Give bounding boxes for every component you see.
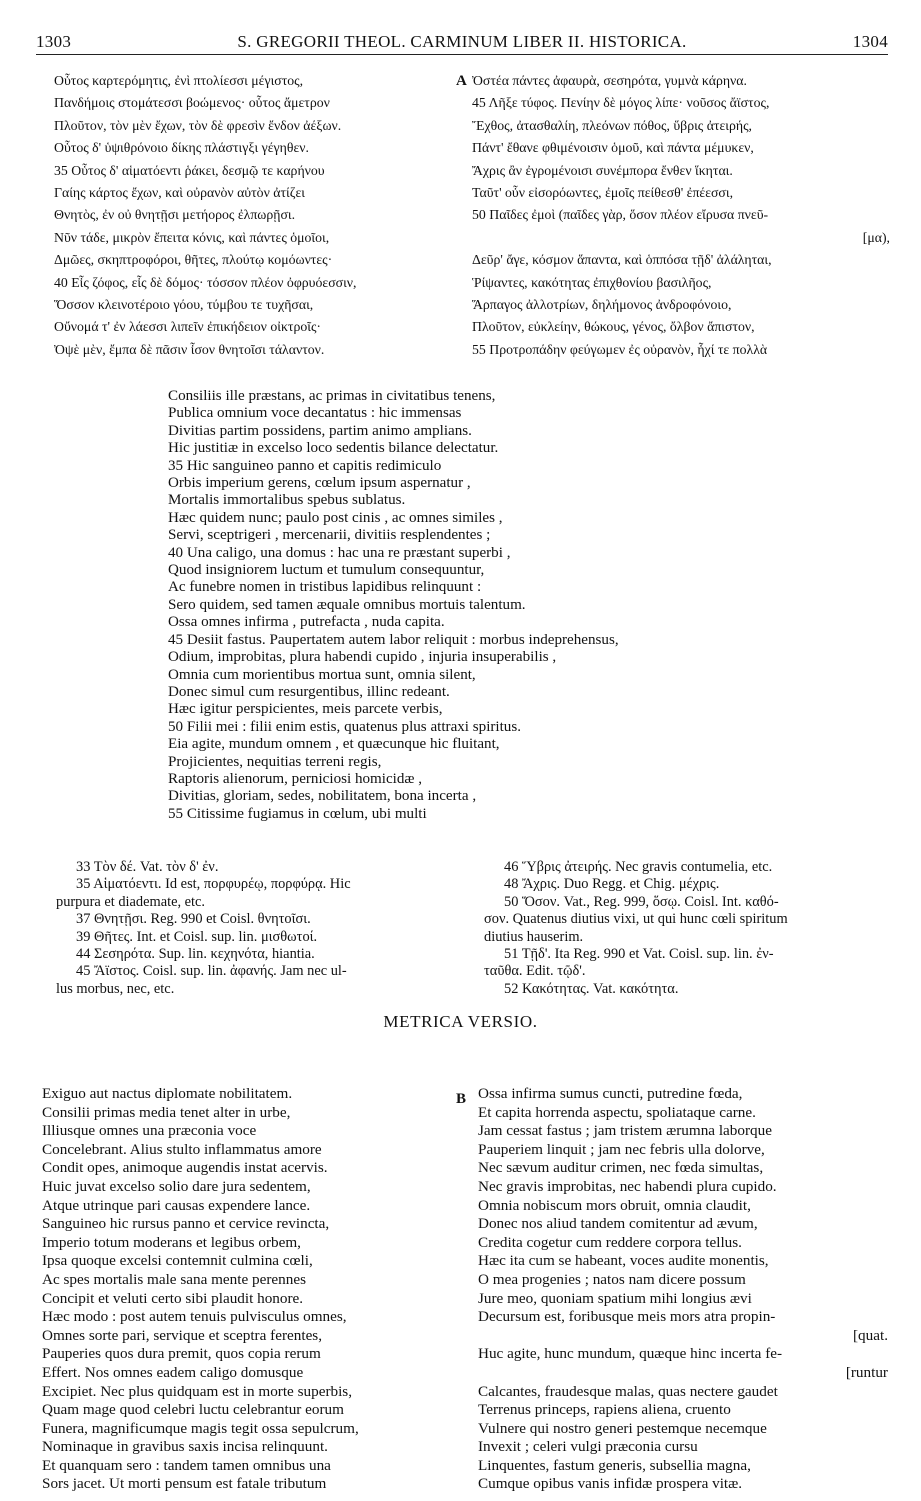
metrical-line: Funera, magnificumque magis tegit ossa sepulcrum,	[42, 1419, 359, 1437]
metrical-line: Jam cessat fastus ; jam tristem ærumna laborque	[478, 1122, 772, 1140]
verse-line-continuation: [μα),	[862, 229, 890, 245]
running-title: S. GREGORII THEOL. CARMINUM LIBER II. HISTORICA.	[237, 32, 687, 51]
metrical-line: Quam mage quod celebri luctu celebrantur eorum	[42, 1401, 344, 1419]
footnote: 52 Κακότητας. Vat. κακότητα.	[504, 980, 679, 997]
verse-line: 40 Εἷς ζόφος, εἷς δὲ δόμος· τόσσον πλέον ὀφρυόεσσιν,	[54, 274, 357, 290]
footnote-continuation: ταῦθα. Edit. τῷδ'.	[484, 963, 586, 980]
metrical-line: Nec gravis improbitas, nec habendi plura cupido.	[478, 1177, 777, 1195]
verse-line: 50 Παῖδες ἐμοὶ (παῖδες γὰρ, ὅσον πλέον εἴρυσα πνεῦ-	[472, 207, 769, 223]
metrical-line: Pauperiem linquit ; jam nec febris ulla dolorve,	[478, 1140, 765, 1158]
page-number-right: 1304	[852, 32, 888, 51]
translation-line: 50 Filii mei : filii enim estis, quatenus plus attraxi spiritus.	[168, 718, 522, 735]
metrical-line: Donec nos aliud tandem comitentur ad ævum,	[478, 1215, 758, 1233]
metrical-line: Nec sævum auditur crimen, nec fœda simultas,	[478, 1159, 764, 1177]
verse-line: Ὀστέα πάντες ἀφαυρὰ, σεσηρότα, γυμνὰ κάρηνα.	[472, 73, 747, 88]
metrical-line: Sanguineo hic rursus panno et cervice revincta,	[42, 1215, 330, 1233]
metrical-line-continuation: [runtur	[845, 1363, 888, 1381]
translation-line: Publica omnium voce decantatus : hic immensas	[168, 405, 462, 422]
footnote: 37 Θνητῇσι. Reg. 990 et Coisl. θνητοῖσι.	[76, 911, 311, 928]
metrical-line: Ac spes mortalis male sana mente perennes	[42, 1270, 307, 1288]
verse-line: Δεῦρ' ἄγε, κόσμον ἅπαντα, καὶ ὁππόσα τῇδ' ἀλάληται,	[472, 252, 772, 268]
metrical-line: O mea progenies ; natos nam dicere possum	[478, 1270, 746, 1288]
translation-line: Hæc quidem nunc; paulo post cinis , ac omnes similes ,	[168, 509, 503, 526]
verse-line: Οὗτος καρτερόμητις, ἐνὶ πτολίεσσι μέγιστος,	[54, 73, 304, 88]
metrical-line: Linquentes, fastum generis, subsellia magna,	[478, 1456, 751, 1474]
metrical-line: Omnia nobiscum mors obruit, omnia claudit,	[478, 1196, 751, 1214]
verse-line: 45 Λῆξε τύφος. Πενίην δὲ μόγος λίπε· νοῦσος ἄϊστος,	[472, 95, 770, 111]
footnotes-right	[484, 859, 894, 998]
metrical-line: Concipit et veluti certo sibi plaudit honore.	[42, 1289, 304, 1307]
greek-text-right	[472, 70, 890, 361]
translation-line: Raptoris alienorum, perniciosi homicidæ ,	[168, 770, 423, 787]
translation-line: Divitias partim possidens, partim animo amplians.	[168, 422, 472, 439]
footnote: 39 Θῆτες. Int. et Coisl. sup. lin. μισθωτοί.	[76, 928, 318, 945]
footnote: 51 Τῇδ'. Ita Reg. 990 et Vat. Coisl. sup. lin. ἐν-	[504, 946, 774, 963]
translation-line: Divitias, gloriam, sedes, nobilitatem, bona incerta ,	[168, 788, 477, 805]
verse-line: Ῥίψαντες, κακότητας ἐπιχθονίου βασιλῆος,	[472, 274, 712, 290]
verse-line: Ἅρπαγος ἀλλοτρίων, δηλήμονος ἀνδροφόνοιο,	[472, 297, 732, 313]
metrical-line: Huc agite, hunc mundum, quæque hinc incerta fe-	[478, 1345, 783, 1363]
footnote: 46 Ὕβρις ἀτειρής. Nec gravis contumelia, etc.	[504, 859, 773, 875]
metrica-versio-right	[478, 1085, 888, 1494]
metrical-line: Invexit ; celeri vulgi præconia cursu	[478, 1438, 698, 1456]
translation-line: Donec simul cum resurgentibus, illinc redeant.	[168, 683, 450, 700]
translation-line: Hæc igitur perspicientes, meis parcete verbis,	[168, 701, 443, 718]
verse-line: Ταῦτ' οὖν εἰσορόωντες, ἐμοῖς πείθεσθ' ἐπέεσσι,	[472, 185, 734, 201]
section-title: METRICA VERSIO.	[383, 1012, 538, 1031]
verse-line: Πλοῦτον, εὐκλείην, θώκους, γένος, ὄλβον ἄπιστον,	[472, 319, 755, 335]
verse-line: Γαίης κάρτος ἔχων, καὶ οὐρανὸν αὐτὸν ἀτίζει	[54, 185, 305, 201]
verse-line: Πανδήμοις στομάτεσσι βοώμενος· οὗτος ἄμετρον	[54, 95, 330, 111]
column-marker-b: B	[456, 1091, 467, 1107]
verse-line: Θνητὸς, ἐν οὐ θνητῇσι μετήορος ἐλπωρῇσι.	[54, 207, 296, 223]
translation-line: Omnia cum morientibus mortua sunt, omnia silent,	[168, 666, 476, 683]
footnote: 50 Ὅσον. Vat., Reg. 999, ὅσῳ. Coisl. Int. καθό-	[504, 893, 779, 910]
metrical-line: Exiguo aut nactus diplomate nobilitatem.	[42, 1085, 293, 1102]
verse-line: Πλοῦτον, τὸν μὲν ἔχων, τὸν δὲ φρεσὶν ἔνδον ἀέξων.	[54, 117, 342, 133]
metrical-line: Hæc ita cum se habeant, voces audite monentis,	[478, 1252, 769, 1270]
metrical-line: Imperio totum moderans et legibus orbem,	[42, 1233, 301, 1251]
metrical-line: Sors jacet. Ut morti pensum est fatale tributum	[42, 1475, 327, 1493]
footnote-continuation: diutius hauserim.	[484, 928, 584, 945]
verse-line: 35 Οὗτος δ' αἱματόεντι ῥάκει, δεσμῷ τε καρήνου	[54, 162, 325, 178]
metrical-line: Ipsa quoque excelsi contemnit culmina cœli,	[42, 1252, 313, 1270]
translation-line: 55 Citissime fugiamus in cœlum, ubi multi	[168, 805, 427, 822]
translation-line: Odium, improbitas, plura habendi cupido , injuria insuperabilis ,	[168, 649, 557, 666]
translation-line: Quod insigniorem luctum et tumulum consequuntur,	[168, 562, 485, 579]
footnote-continuation: lus morbus, nec, etc.	[56, 980, 175, 997]
translation-line: Sero quidem, sed tamen æquale omnibus mortuis talentum.	[168, 596, 526, 613]
metrical-line: Concelebrant. Alius stulto inflammatus amore	[42, 1140, 322, 1158]
metrical-line: Calcantes, fraudesque malas, quas nectere gaudet	[478, 1382, 778, 1400]
verse-line: Ὅσσον κλεινοτέροιο γόου, τύμβου τε τυχῆσαι,	[54, 297, 314, 313]
greek-text-left	[54, 70, 454, 361]
verse-line: Νῦν τάδε, μικρὸν ἔπειτα κόνις, καὶ πάντες ὁμοῖοι,	[54, 229, 330, 245]
metrical-line: Ossa infirma sumus cuncti, putredine fœda,	[478, 1085, 743, 1102]
translation-line: 35 Hic sanguineo panno et capitis redimiculo	[168, 457, 442, 474]
metrical-line: Consilii primas media tenet alter in urbe,	[42, 1103, 291, 1121]
metrical-line: Hæc modo : post autem tenuis pulvisculus omnes,	[42, 1308, 347, 1326]
verse-line: Οὔνομά τ' ἐν λάεσσι λιπεῖν ἐπικήδειον οἰκτροῖς·	[54, 319, 321, 335]
verse-line: Ὀψὲ μὲν, ἔμπα δὲ πᾶσιν ἶσον θνητοῖσι τάλαντον.	[54, 341, 325, 357]
translation-line: Servi, sceptrigeri , mercenarii, divitiis resplendentes ;	[168, 527, 491, 544]
metrical-line: Huic juvat excelso solio dare jura sedentem,	[42, 1177, 311, 1195]
footnote-continuation: σον. Quatenus diutius vixi, ut qui hunc cœli spiritum	[484, 911, 788, 928]
metrical-line: Effert. Nos omnes eadem caligo domusque	[42, 1363, 304, 1381]
verse-line: Ἔχθος, ἀτασθαλίη, πλεόνων πόθος, ὕβρις ἀτειρής,	[472, 117, 752, 133]
footnote: 35 Αἱματόεντι. Id est, πορφυρέῳ, πορφύρᾳ. Hic	[76, 876, 351, 893]
translation-line: 40 Una caligo, una domus : hac una re præstant superbi ,	[168, 544, 511, 561]
footnote: 33 Τὸν δέ. Vat. τὸν δ' ἐν.	[76, 859, 219, 875]
translation-line: Ac funebre nomen in tristibus lapidibus relinquunt :	[168, 579, 482, 596]
translation-line: Orbis imperium gerens, cœlum ipsum aspernatur ,	[168, 475, 471, 492]
metrical-line: Nominaque in gravibus saxis incisa relinquunt.	[42, 1438, 328, 1456]
page-number-left: 1303	[36, 32, 72, 51]
translation-line: Hic justitiæ in excelso loco sedentis bilance delectatur.	[168, 440, 499, 457]
translation-line: Projicientes, nequitias terreni regis,	[168, 753, 382, 770]
verse-line: Ἄχρις ἂν ἐγρομένοισι συνέμπορα ἔνθεν ἵκηται.	[472, 162, 733, 178]
running-header	[36, 18, 888, 55]
footnotes-left	[56, 859, 466, 998]
metrical-line: Atque utrinque pari causas expendere lance.	[42, 1196, 311, 1214]
metrical-line-continuation: [quat.	[852, 1326, 888, 1344]
metrical-line: Et capita horrenda aspectu, spoliataque carne.	[478, 1103, 756, 1121]
metrical-line: Decursum est, foribusque meis mors atra propin-	[478, 1308, 776, 1326]
verse-line: 55 Προτροπάδην φεύγωμεν ἐς οὐρανὸν, ἧχί τε πολλὰ	[472, 341, 768, 357]
translation-line: 45 Desiit fastus. Paupertatem autem labor reliquit : morbus indeprehensus,	[168, 631, 619, 648]
footnote: 45 Ἄϊστος. Coisl. sup. lin. ἀφανής. Jam nec ul-	[76, 963, 347, 980]
metrical-line: Vulnere qui nostro generi pestemque necemque	[478, 1419, 767, 1437]
translation-line: Consiliis ille præstans, ac primas in civitatibus tenens,	[168, 388, 496, 404]
metrical-line: Illiusque omnes una præconia voce	[42, 1122, 257, 1140]
metrical-line: Et quanquam sero : tandem tamen omnibus una	[42, 1456, 331, 1474]
footnote: 48 Ἄχρις. Duo Regg. et Chig. μέχρις.	[504, 876, 720, 893]
footnote-continuation: purpura et diademate, etc.	[56, 893, 206, 910]
metrical-line: Condit opes, animoque augendis instat acervis.	[42, 1159, 328, 1177]
metrical-line: Pauperies quos dura premit, quos copia rerum	[42, 1345, 321, 1363]
column-marker-a: A	[456, 73, 467, 89]
translation-line: Ossa omnes infirma , putrefacta , nuda capita.	[168, 614, 445, 631]
verse-line: Δμῶες, σκηπτροφόροι, θῆτες, πλούτῳ κομόωντες·	[54, 252, 333, 268]
latin-prose-translation	[168, 388, 838, 823]
metrical-line: Omnes sorte pari, servique et sceptra ferentes,	[42, 1326, 323, 1344]
translation-line: Eia agite, mundum omnem , et quæcunque hic fluitant,	[168, 736, 500, 753]
verse-line: Οὗτος δ' ὑψιθρόνοιο δίκης πλάστιγξι γέγηθεν.	[54, 140, 309, 156]
metrical-line: Jure meo, quoniam spatium mihi longius ævi	[478, 1289, 752, 1307]
metrical-line: Terrenus princeps, rapiens aliena, cruento	[478, 1401, 731, 1419]
metrical-line: Credita cogetur cum reddere corpora tellus.	[478, 1233, 742, 1251]
metrical-line: Cumque opibus vanis infidæ prospera vitæ.	[478, 1475, 743, 1493]
footnote: 44 Σεσηρότα. Sup. lin. κεχηνότα, hiantia.	[76, 946, 315, 963]
verse-line: Πάντ' ἔθανε φθιμένοισιν ὁμοῦ, καὶ πάντα μέμυκεν,	[472, 140, 754, 156]
translation-line: Mortalis immortalibus spebus sublatus.	[168, 492, 406, 509]
metrical-line: Excipiet. Nec plus quidquam est in morte superbis,	[42, 1382, 353, 1400]
metrica-versio-left	[42, 1085, 462, 1494]
